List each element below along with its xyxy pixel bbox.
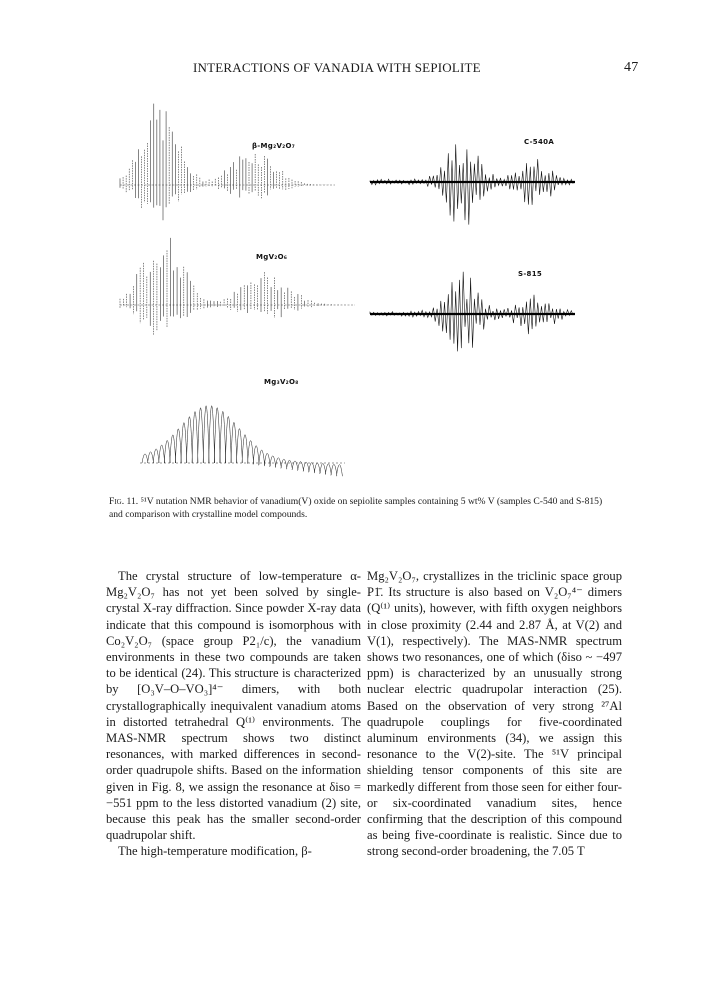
mg3v2o8-lobe: [303, 462, 309, 471]
running-title: INTERACTIONS OF VANADIA WITH SEPIOLITE: [193, 60, 481, 75]
mg3v2o8-lobe: [164, 440, 170, 463]
mg3v2o8-lobe: [214, 408, 220, 463]
paragraph: The crystal structure of low-temperature α-Mg₂V₂O₇ has not yet been solved by single-crystal X-ray diffraction. Since powder X-ray data indicate that this compound is isomorphous with Co₂V₂O₇ (space group P2₁/c), the vanadium environments in these two compounds are taken to be identical (24). This structure is characterized by [O₃V–O–VO₃]⁴⁻ dimers, with both crystallographically inequivalent vanadium atoms in distorted tetrahedral Q⁽¹⁾ environments. The MAS-NMR spectrum shows two distinct resonances, with marked differences in second-order quadrupole shifts. Based on the information given in Fig. 8, we assign the resonance at δiso = −551 ppm to the less distorted vanadium (2) site, because this peak has the smaller second-order quadrupolar shift.: [106, 569, 361, 843]
mg3v2o8-lobe: [336, 465, 342, 477]
mg3v2o8-lobe: [325, 464, 331, 475]
nutation-spectra: [100, 90, 620, 480]
mg3v2o8-lobe: [253, 446, 259, 465]
caption-label: Fig. 11.: [109, 496, 139, 507]
mg3v2o8-lobe: [309, 463, 315, 473]
mg3v2o8-lobe: [181, 423, 187, 463]
mg3v2o8-lobe: [236, 429, 242, 463]
mg3v2o8-lobe: [331, 464, 337, 475]
figure-caption: [109, 495, 609, 521]
mg3v2o8-lobe: [248, 441, 254, 464]
mg3v2o8-lobe: [264, 453, 270, 466]
paragraph: The high-temperature modification, β-: [118, 844, 312, 859]
mg3v2o8-lobe: [314, 463, 320, 473]
mg3v2o8-lobe: [220, 411, 226, 463]
mg3v2o8-lobe: [198, 408, 204, 463]
panel-label-s815: S-815: [518, 270, 543, 278]
figure-11: [100, 90, 620, 480]
mg3v2o8-lobe: [175, 429, 181, 463]
mg3v2o8-lobe: [275, 458, 281, 468]
paragraph: Mg₂V₂O₇, crystallizes in the triclinic space group P1̄. Its structure is also based on V₂O₇⁴⁻ dimers (Q⁽¹⁾ units), however, with fifth oxygen neighbors in close proximity (2.44 and 2.87 Å, at V(2) and V(1), respectively). The MAS-NMR spectrum shows two resonances, one of which (δiso ~ −497 ppm) is characterized by an unusually strong nuclear electric quadrupolar interaction (25). Based on the observation of very strong ²⁷Al quadrupole couplings for five-coordinated aluminum environments (34), we assign this resonance to the V(2)-site. The ⁵¹V principal shielding tensor components of this site are markedly different from those seen for either four- or six-coordinated vanadium sites, hence confirming that the description of this compound as being five-coordinate is realistic. Since due to strong second-order broadening, the 7.05 T: [367, 569, 622, 859]
mg3v2o8-lobe: [186, 417, 192, 463]
mg3v2o8-lobe: [292, 461, 298, 470]
mg3v2o8-lobe: [170, 435, 176, 463]
running-header: [0, 60, 720, 80]
panel-label-mg3v2o8: Mg₃V₂O₈: [264, 378, 299, 386]
panel-label-beta-mg2v2o7: β-Mg₂V₂O₇: [252, 142, 296, 150]
mg3v2o8-lobe: [225, 416, 231, 463]
mg3v2o8-lobe: [281, 459, 287, 468]
mg3v2o8-lobe: [148, 452, 154, 463]
panel-label-mgv2o6: MgV₂O₆: [256, 253, 288, 261]
mg3v2o8-lobe: [142, 454, 148, 463]
mg3v2o8-lobe: [153, 449, 159, 463]
page-number: 47: [624, 60, 639, 75]
mg3v2o8-lobe: [270, 456, 276, 467]
mg3v2o8-lobe: [231, 422, 237, 463]
mg3v2o8-lobe: [159, 445, 165, 463]
mg3v2o8-lobe: [242, 435, 248, 463]
panel-label-c540a: C-540A: [524, 138, 555, 146]
c540a-trace: [370, 144, 573, 224]
mg3v2o8-lobe: [209, 406, 215, 463]
mg3v2o8-lobe: [192, 412, 198, 463]
caption-text: ⁵¹V nutation NMR behavior of vanadium(V) oxide on sepiolite samples containing 5 wt% V (samples C-540 and S-815) and comparison with crystalline model compounds.: [109, 496, 603, 520]
s815-trace: [370, 272, 573, 352]
mg3v2o8-lobe: [286, 460, 292, 469]
body-column-right: [367, 568, 622, 860]
body-column-left: [106, 568, 361, 860]
mg3v2o8-lobe: [320, 463, 326, 473]
mg3v2o8-lobe: [203, 406, 209, 463]
